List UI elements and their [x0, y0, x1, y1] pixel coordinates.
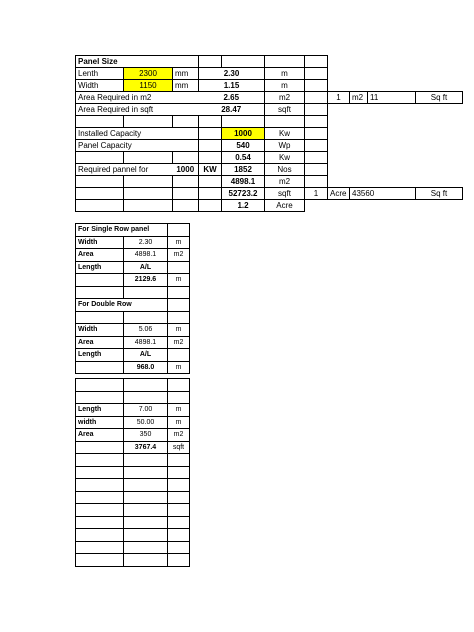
double-area-label: Area: [76, 336, 124, 349]
mm-unit: mm: [173, 68, 199, 80]
double-row-title-row: [76, 299, 190, 312]
mm-unit: mm: [173, 80, 199, 92]
double-width-value: 5.06: [124, 324, 168, 337]
row-kw: [76, 152, 463, 164]
required-label: Required pannel for: [76, 164, 173, 176]
lenth-label: Lenth: [76, 68, 124, 80]
single-length-row: [76, 261, 190, 274]
area-sqft-value: 28.47: [199, 104, 265, 116]
acre-value: 1.2: [222, 200, 265, 212]
width-m-value: 1.15: [199, 80, 265, 92]
double-row-title: For Double Row: [76, 299, 168, 312]
area-m2-unit: m2: [265, 92, 305, 104]
double-area-value: 4898.1: [124, 336, 168, 349]
single-width-unit: m: [168, 236, 190, 249]
row-blank: [76, 116, 463, 128]
acre-unit: Acre: [265, 200, 305, 212]
m-unit: m: [265, 68, 305, 80]
total-sqft-value: 52723.2: [222, 188, 265, 200]
double-length-value-row: [76, 361, 190, 374]
total-m2-unit: m2: [265, 176, 305, 188]
conv1-factor: 11: [368, 92, 416, 104]
single-length-unit: m: [168, 274, 190, 287]
third-length-row: [76, 404, 190, 417]
third-length-value: 7.00: [124, 404, 168, 417]
single-length-value: 2129.6: [124, 274, 168, 287]
blank-row: [76, 491, 190, 504]
third-sqft-unit: sqft: [168, 441, 190, 454]
area-m2-value: 2.65: [199, 92, 265, 104]
third-length-unit: m: [168, 404, 190, 417]
conv1-unit: m2: [350, 92, 368, 104]
single-area-value: 4898.1: [124, 249, 168, 262]
double-length-unit: m: [168, 361, 190, 374]
installed-value-cell[interactable]: 1000: [222, 128, 265, 140]
third-area-value: 350: [124, 429, 168, 442]
single-width-label: Width: [76, 236, 124, 249]
third-area-unit: m2: [168, 429, 190, 442]
blank-row: [76, 466, 190, 479]
third-area-label: Area: [76, 429, 124, 442]
lenth-m-value: 2.30: [199, 68, 265, 80]
third-length-label: Length: [76, 404, 124, 417]
double-length-label: Length: [76, 349, 124, 362]
row-total-sqft: [76, 188, 463, 200]
single-length-value-row: [76, 274, 190, 287]
single-row-title-row: [76, 224, 190, 237]
third-sqft-value: 3767.4: [124, 441, 168, 454]
row-width: [76, 80, 463, 92]
blank-row: [76, 504, 190, 517]
single-length-label: Length: [76, 261, 124, 274]
row-panel-size: [76, 56, 463, 68]
blank-row: [76, 454, 190, 467]
third-area-row: [76, 429, 190, 442]
blank-row: [76, 391, 190, 404]
area-m2-label: Area Required in m2: [76, 92, 199, 104]
required-kw: KW: [199, 164, 222, 176]
panel-size-table: [75, 55, 463, 212]
row-acre: [76, 200, 463, 212]
m-unit: m: [265, 80, 305, 92]
blank-row: [76, 541, 190, 554]
single-length-formula: A/L: [124, 261, 168, 274]
conv2-factor: 43560: [350, 188, 416, 200]
conv2-num: 1: [305, 188, 328, 200]
third-width-row: [76, 416, 190, 429]
blank-row: [76, 554, 190, 567]
row-installed: [76, 128, 463, 140]
row-total-m2: [76, 176, 463, 188]
double-width-row: [76, 324, 190, 337]
blank-row: [76, 529, 190, 542]
row-panel-capacity: [76, 140, 463, 152]
installed-unit: Kw: [265, 128, 305, 140]
lenth-mm-cell[interactable]: 2300: [124, 68, 173, 80]
single-width-row: [76, 236, 190, 249]
single-area-unit: m2: [168, 249, 190, 262]
row-area-sqft: [76, 104, 463, 116]
double-length-value: 968.0: [124, 361, 168, 374]
double-width-label: Width: [76, 324, 124, 337]
single-area-label: Area: [76, 249, 124, 262]
third-width-unit: m: [168, 416, 190, 429]
double-area-unit: m2: [168, 336, 190, 349]
area-sqft-label: Area Required in sqft: [76, 104, 199, 116]
row-required: [76, 164, 463, 176]
conv1-target: Sq ft: [416, 92, 463, 104]
third-width-label: width: [76, 416, 124, 429]
panel-capacity-unit: Wp: [265, 140, 305, 152]
double-length-row: [76, 349, 190, 362]
area-sqft-unit: sqft: [265, 104, 305, 116]
blank-row: [76, 286, 190, 299]
kw-unit: Kw: [265, 152, 305, 164]
total-m2-value: 4898.1: [222, 176, 265, 188]
width-label: Width: [76, 80, 124, 92]
row-lenth: [76, 68, 463, 80]
conv1-num: 1: [328, 92, 350, 104]
panel-capacity-value: 540: [222, 140, 265, 152]
blank-row: [76, 516, 190, 529]
conv2-unit: Acre: [328, 188, 350, 200]
panel-size-title: Panel Size: [76, 56, 173, 68]
row-area-m2: [76, 92, 463, 104]
double-width-unit: m: [168, 324, 190, 337]
blank-row: [76, 379, 190, 392]
required-for-value: 1000: [173, 164, 199, 176]
blank-row: [76, 479, 190, 492]
required-value: 1852: [222, 164, 265, 176]
double-area-row: [76, 336, 190, 349]
third-sqft-row: [76, 441, 190, 454]
total-sqft-unit: sqft: [265, 188, 305, 200]
double-length-formula: A/L: [124, 349, 168, 362]
width-mm-cell[interactable]: 1150: [124, 80, 173, 92]
single-width-value: 2.30: [124, 236, 168, 249]
installed-label: Installed Capacity: [76, 128, 173, 140]
single-row-title: For Single Row panel: [76, 224, 168, 237]
third-width-value: 50.00: [124, 416, 168, 429]
panel-capacity-label: Panel Capacity: [76, 140, 173, 152]
conv2-target: Sq ft: [416, 188, 463, 200]
row-layout-table: [75, 223, 190, 374]
blank-row: [76, 311, 190, 324]
kw-value: 0.54: [222, 152, 265, 164]
required-unit: Nos: [265, 164, 305, 176]
area-calc-table: [75, 378, 190, 567]
single-area-row: [76, 249, 190, 262]
